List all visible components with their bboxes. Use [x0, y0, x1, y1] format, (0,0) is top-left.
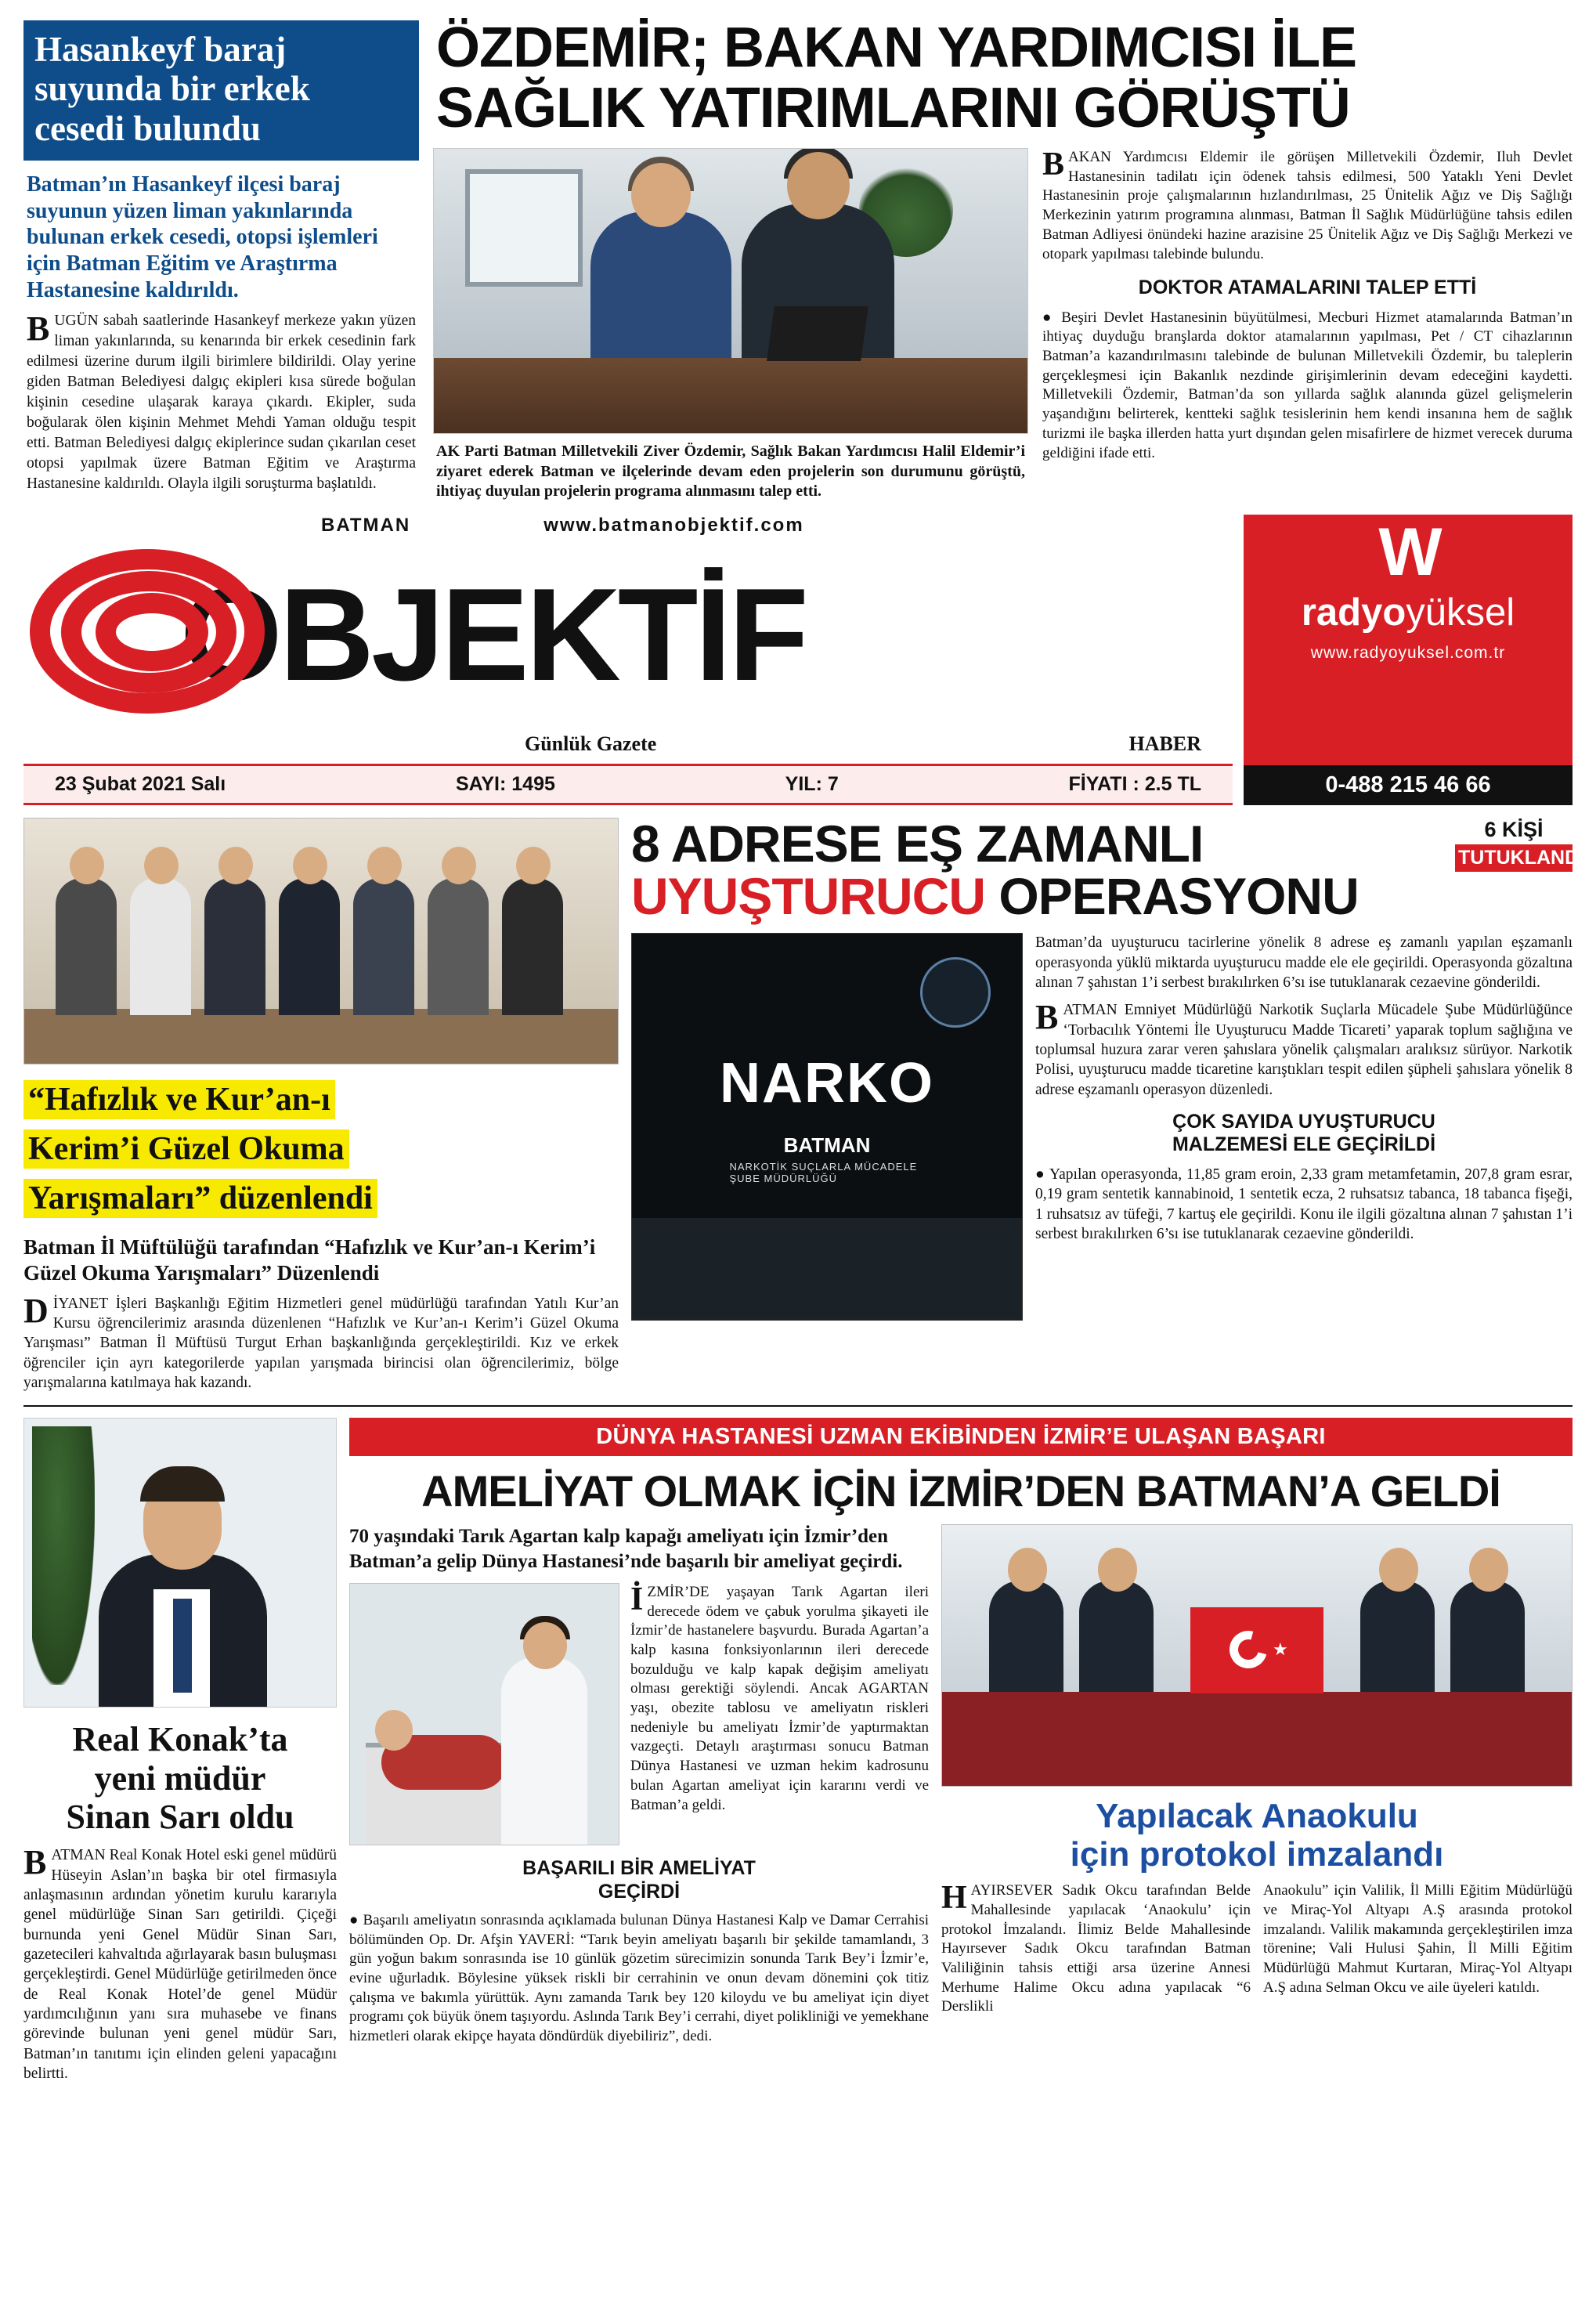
top-headline-line1: ÖZDEMİR; BAKAN YARDIMCISI İLE: [436, 16, 1357, 79]
hotel-body: [23, 1845, 337, 2084]
drug-subhead: [1035, 1111, 1573, 1157]
narko-banner-word: NARKO: [720, 1052, 934, 1115]
top-left-body-text: UGÜN sabah saatlerinde Hasankeyf merkeze yakın yüzen liman yakınlarında, su kenarında bir erkek cesedinin fark edilmesi üzerine durum ilgili birimlere bildirildi. Olay yerine giden Batman Belediyesi dalgıç ekipleri kısa sürede boğulan kişinin cesedine ulaşarak karaya çıkardı. Ekipler, suda boğularak ölen kişinin Mehmet Mehdi Yaman olduğu tespit etti. Batman Belediyesi dalgıç ekiplerince sudan çıkarılan ceset otopsi yapılmak üzere Batman Eğitim ve Araştırma Hastanesine kaldırıldı. Olayla ilgili soruşturma başlatıldı.: [27, 313, 416, 492]
quran-body-text: İYANET İşleri Başkanlığı Eğitim Hizmetleri genel müdürlüğü tarafından Yatılı Kur’an Kursu öğrencilerimiz arasında düzenlenen “Hafızlık ve Kur’an-ı Kerim’i Güzel Okuma Yarışması” Batman İl Müftüsü Turgut Erhan başkanlığında gerçekleştirildi. Kız ve erkek öğrenciler için ayrı kategorilerde yapılan yarışmada birincisi olan öğrencilerimiz, bölge yarışmalarına katılmaya hak kazandı.: [23, 1295, 619, 1392]
protocol-column: [941, 1524, 1573, 2046]
drug-subhead-l1: ÇOK SAYIDA UYUŞTURUCU: [1172, 1110, 1435, 1133]
meeting-photo: [433, 148, 1028, 434]
quran-headline-l1: “Hafızlık ve Kur’an-ı: [23, 1080, 335, 1119]
dropcap: B: [1042, 146, 1065, 183]
hotel-headline: [23, 1720, 337, 1836]
quran-headline: [23, 1075, 619, 1223]
hospital-subhead: [349, 1856, 929, 1903]
hospital-subhead-l1: BAŞARILI BİR AMELİYAT: [522, 1856, 756, 1879]
top-right-body: [1042, 148, 1573, 264]
drug-headline-l1: 8 ADRESE EŞ ZAMANLI: [631, 814, 1204, 873]
dropcap: B: [1035, 998, 1059, 1037]
narko-banner-city: BATMAN: [783, 1133, 871, 1158]
swirl-logo-icon: [23, 544, 290, 725]
dropcap: İ: [630, 1581, 644, 1617]
logo-row: [23, 537, 1233, 732]
section-three: [23, 1418, 1573, 2084]
hotel-manager-story: [23, 1418, 337, 2084]
issue-number: SAYI: 1495: [455, 772, 555, 795]
arrest-badge: [1455, 817, 1585, 872]
issue-price: FİYATI : 2.5 TL: [1068, 772, 1201, 795]
radio-name-bold: radyo: [1301, 591, 1406, 634]
hospital-story: [349, 1418, 1573, 2084]
nameplate-sub-right: HABER: [1128, 732, 1201, 755]
hospital-lede: 70 yaşındaki Tarık Agartan kalp kapağı ameliyatı için İzmir’den Batman’a gelip Dünya Hastanesi’nde başarılı bir ameliyat geçirdi.: [349, 1526, 903, 1572]
drug-body2: ● Yapılan operasyonda, 11,85 gram eroin, 2,33 gram metamfetamin, 207,8 gram esrar, 0,19 gram sentetik kannabinoid, 1 sentetik ecza, 2 ruhsatsız tabanca, 18 tabanca fişeği, 1 ruhsatsız av tüfeği, 7 kartuş ele geçirildi. Konu ile ilgili gözaltına alınan 7 şahıstan 1’i serbest bırakılırken 6’sı ise tutuklanarak cezaevine gönderildi.: [1035, 1166, 1573, 1242]
drug-body: [1035, 1000, 1573, 1100]
police-emblem-icon: [920, 957, 991, 1028]
hospital-body-text: ZMİR’DE yaşayan Tarık Agartan ileri derecede ödem ve çabuk yorulma şikayeti ile İzmir’de hastanelere başvurdu. Burada Agartan’a kalp kasına fonksiyonlarının ileri derecede bozulduğu ve kalp kapak değişim ameliyatı olması gerektiği söylendi. Ancak AGARTAN yaşı, obezite tablosu ve ameliyatın riskleri nedeniyle bu ameliyatı İzmir’de yaptırmaktan vazgeçti. Detaylı araştırması sonucu Batman Dünya Hastanesi ve uzman hekim kadrosunu bulan Agartan ameliyat için kararını verdi ve Batman’a geldi.: [630, 1583, 929, 1813]
dropcap: B: [23, 1843, 47, 1882]
radio-logo-icon: W: [1378, 514, 1438, 590]
hospital-foot: ● Başarılı ameliyatın sonrasında açıklamada bulunan Dünya Hastanesi Kalp ve Damar Cerrahisi bölümünden Op. Dr. Afşin YAVERİ: “Tarık beyin ameliyatı başarılı bir şekilde tamamlandı, 3 gün yoğun bakım sonrasında ise 10 günlük gözetim sürecimizin sonunda Tarık Bey’i İzmir’e, evine uğurladık. Böylesine yüksek riskli bir cerrahinin ve onun devam dönemini çok titiz çalışma ve bakımla yürüttük. Aynı zamanda Tarık bey 120 kiloydu ve bu ameliyat için diyet programı çok büyük önem taşıyordu. Aslında Tarık Bey’i cerrahi, diyet polikliniği ve yemekhane hizmetleri olarak ekipçe hayata döndürdük diyebiliriz”, dedi.: [349, 1911, 929, 2045]
top-left-body: [23, 311, 419, 493]
issue-date: 23 Şubat 2021 Salı: [55, 772, 226, 795]
nameplate-city: BATMAN: [321, 514, 411, 536]
masthead-logo: OBJEKTİF: [180, 560, 806, 708]
manager-portrait: [23, 1418, 337, 1708]
nameplate-info-strip: [23, 764, 1233, 805]
radio-ad-box: [1244, 515, 1573, 765]
radio-phone: 0-488 215 46 66: [1244, 765, 1573, 805]
drug-headline-black: OPERASYONU: [985, 866, 1359, 925]
protocol-body-col1: [941, 1881, 1251, 2017]
radio-name-light: yüksel: [1406, 591, 1515, 634]
narcotics-photo: [631, 933, 1023, 1321]
drug-lede: Batman’da uyuşturucu tacirlerine yönelik 8 adrese eş zamanlı yapılan eşzamanlı operasyonda yüklü miktarda uyuşturucu madde ele ele geçirildi. Operasyonda gözaltına alınan 7 şahıstan 1’i serbest bırakılırken 6’sı ise tutuklanarak cezaevine gönderildi.: [1035, 934, 1573, 991]
drug-text-column: [1035, 933, 1573, 1321]
top-right-subhead: DOKTOR ATAMALARINI TALEP ETTİ: [1138, 276, 1477, 299]
narko-banner-unit: NARKOTİK SUÇLARLA MÜCADELE ŞUBE MÜDÜRLÜĞÜ: [729, 1161, 918, 1185]
hotel-headline-l1: Real Konak’ta: [72, 1720, 288, 1759]
top-section: [23, 16, 1573, 502]
top-right-body-text: AKAN Yardımcısı Eldemir ile görüşen Milletvekili Özdemir, Iluh Devlet Hastanesinin tadilatı için ödenek tahsis edilmesi, 500 Yataklı Yeni Devlet Hastanesinin proje çalışmalarının hızlandırılması, 25 Ünitelik Ağız ve Diş Sağlığı Merkezinin yatırım programına alınması, Batman İl Sağlık Müdürlüğüne tahsis edilen Batman Adliyesi önündeki hazine arazisine 25 Ünitelik Ağız ve Diş Sağlığı Merkezi ve otopark yapılması talebinde bulundu.: [1042, 149, 1573, 262]
hospital-kicker: DÜNYA HASTANESİ UZMAN EKİBİNDEN İZMİR’E ULAŞAN BAŞARI: [349, 1418, 1573, 1456]
drug-operation-story: [631, 814, 1585, 1393]
arrest-badge-status: TUTUKLANDI: [1455, 844, 1573, 872]
radio-ad[interactable]: [1244, 515, 1573, 805]
top-left-subhead: Batman’ın Hasankeyf ilçesi baraj suyunun yüzen liman yakınlarında bulunan erkek cesedi, otopsi işlemleri için Batman Eğitim ve Araştırma Hastanesine kaldırıldı.: [27, 172, 378, 302]
hospital-body: [630, 1583, 929, 1845]
section-divider: [23, 1405, 1573, 1407]
nameplate-sub-left: Günlük Gazete: [525, 732, 657, 755]
drug-subhead-l2: MALZEMESİ ELE GEÇİRİLDİ: [1172, 1133, 1436, 1156]
nameplate-left: [23, 515, 1233, 805]
protocol-title-l1: Yapılacak Anaokulu: [1096, 1797, 1418, 1836]
nameplate-website[interactable]: www.batmanobjektif.com: [543, 514, 804, 536]
drug-headline-red: UYUŞTURUCU: [631, 866, 985, 925]
top-right-story: [433, 16, 1573, 502]
hospital-title: AMELİYAT OLMAK İÇİN İZMİR’DEN BATMAN’A GELDİ: [421, 1466, 1500, 1516]
quran-subhead: Batman İl Müftülüğü tarafından “Hafızlık ve Kur’an-ı Kerim’i Güzel Okuma Yarışmaları” Düzenlendi: [23, 1234, 596, 1285]
radio-name: [1251, 591, 1565, 634]
drug-headline-l2: [631, 866, 1573, 925]
issue-year: YIL: 7: [785, 772, 839, 795]
top-photo-caption: AK Parti Batman Milletvekili Ziver Özdemir, Sağlık Bakan Yardımcısı Halil Eldemir’i ziyaret ederek Batman ve ilçelerinde devam eden projelerin son durumunu görüştü, ihtiyaç duyulan projelerin programa alınmasını talep etti.: [436, 443, 1025, 501]
top-left-story: [23, 20, 419, 493]
hotel-body-text: ATMAN Real Konak Hotel eski genel müdürü Hüseyin Aslan’ın başka bir otel firmasıyla anlaşmasının ardından yönetim kurulu kararıyla genel müdürlüğe Sinan Sarı getirildi. Çiçeği burnunda yeni Genel Müdür Sinan Sarı, gazetecileri kahvaltıda ağırlayarak basın buluşması gerçekleştirdi. Genel Müdürlüğe getirilmeden önce de Real Konak Hotel’de genel Müdür yardımcılığının yanı sıra muhasebe ve finans görevinde bulunan yeni genel müdür Sarı, Batman’ın tanıtımı için elinden geleni yapacağını belirtti.: [23, 1847, 337, 2083]
quran-body: [23, 1291, 619, 1393]
nameplate: [23, 515, 1573, 805]
top-left-headline: Hasankeyf baraj suyunda bir erkek cesedi bulundu: [23, 20, 419, 161]
top-headline-line2: SAĞLIK YATIRIMLARINI GÖRÜŞTÜ: [436, 76, 1350, 139]
drug-body-text: ATMAN Emniyet Müdürlüğü Narkotik Suçlarla Mücadele Şube Müdürlüğünce ‘Torbacılık Yöntemi İle Uyuşturucu Madde Ticareti’ yaparak toplum sağlığına ve toplumsal huzura zarar veren şahıslara yönelik çalışmaları aralıksız sürüyor. Narkotik Polisi, uyuşturucu madde ticaretine karıştıkları tespit edilen şüpheli şahıslara yönelik 8 adrese eşzamanlı operasyon düzenledi.: [1035, 1002, 1573, 1098]
hotel-headline-l3: Sinan Sarı oldu: [66, 1798, 294, 1836]
hospital-main-column: [349, 1524, 929, 2046]
protocol-signing-photo: ★: [941, 1524, 1573, 1787]
hospital-subhead-l2: GEÇİRDİ: [598, 1880, 681, 1903]
top-right-text-column: [1042, 148, 1573, 502]
top-photo-column: [433, 148, 1028, 502]
ceremony-photo: [23, 818, 619, 1064]
top-right-body2: ● Beşiri Devlet Hastanesinin büyütülmesi, Mecburi Hizmet atamalarında Batman’ın ihtiyaç duyduğu branşlarda doktor atamalarının yapılması, Pet / CT cihazlarının Batman’a kazandırılmasını talebinde de bulunan Milletvekili Özdemir, bu taleplerin gerçekleşmesi için Bakanlık nezdinde girişimlerinin devam edeceğini kaydetti. Milletvekili Özdemir, Batman’da son yıllarda sağlık alanında güzel gelişmelerin yaşandığını belirterek, kentteki sağlık tesislerinin hem kendi insanına hem de sağlık turizmi ile başka illerden hatta yurt dışından gelen misafirlere de hizmet verecek duruma geldiğini ifade etti.: [1042, 309, 1573, 461]
protocol-col1-text: AYIRSEVER Sadık Okcu tarafından Belde Mahallesinde yapılacak ‘Anaokulu’ için protokol İmzalandı. İlimiz Belde Mahallesinde Hayırsever Sadık Okcu tarafından Batman Valiliğinin tahsis ettiği arsa üzerine Annesi Merhume Halime Okcu adına yapılacak “6 Derslikli: [941, 1882, 1251, 2015]
hotel-headline-l2: yeni müdür: [94, 1758, 266, 1798]
protocol-title: [941, 1798, 1573, 1874]
quran-headline-l2: Kerim’i Güzel Okuma: [23, 1129, 349, 1169]
quran-competition-story: [23, 818, 619, 1393]
dropcap: D: [23, 1291, 49, 1330]
protocol-body-col2: Anaokulu” için Valilik, İl Milli Eğitim Müdürlüğü ve Miraç-Yol Altyapı A.Ş arasında protokol imzalandı. Valilik makamında gerçekleştirilen imza törenine; Vali Hulusi Şahin, İl Milli Eğitim Müdürlüğü Mahmut Kurtaran, Miraç-Yol Altyapı A.Ş adına Selman Okcu ve aile üyeleri katıldı.: [1263, 1882, 1573, 1996]
quran-headline-l3: Yarışmaları” düzenlendi: [23, 1179, 377, 1218]
radio-url[interactable]: www.radyoyuksel.com.tr: [1310, 643, 1506, 662]
arrest-badge-count: 6 KİŞİ: [1484, 817, 1544, 841]
dropcap: B: [27, 309, 50, 349]
protocol-title-l2: için protokol imzalandı: [1070, 1834, 1444, 1874]
patient-photo: [349, 1583, 619, 1845]
dropcap: H: [941, 1880, 967, 1917]
section-two: [23, 814, 1585, 1393]
